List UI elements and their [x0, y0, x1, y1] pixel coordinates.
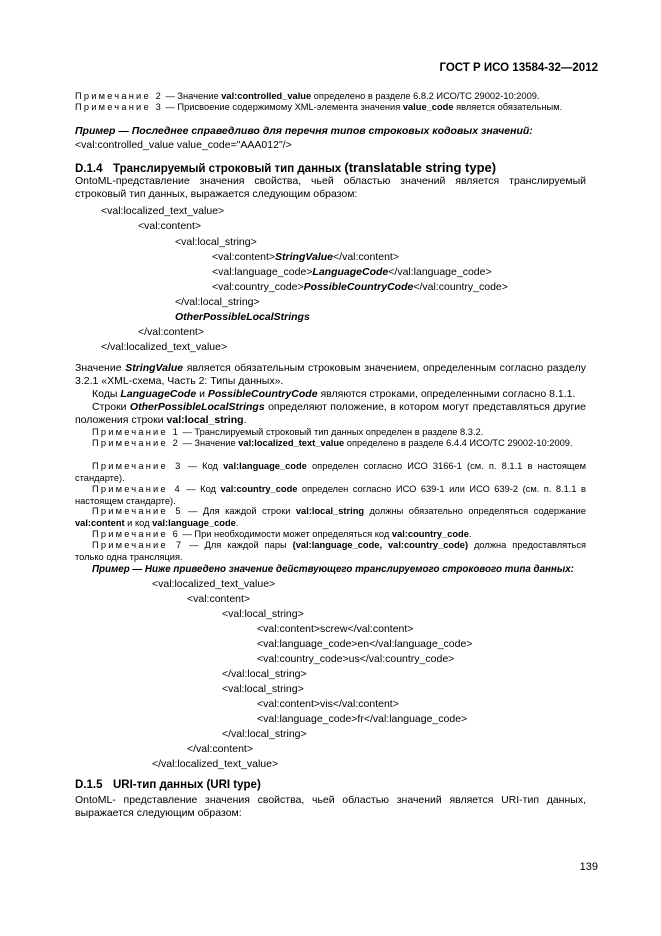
code-line: OtherPossibleLocalStrings [175, 311, 310, 323]
note-2-localized: Примечание 2 — Значение val:localized_text_value определено в разделе 6.4.4 ИСО/ТС 29002-10:2009. [92, 438, 573, 448]
section-d14-intro: OntoML-представление значения свойства, чьей областью значений является транслируемый строковый тип данных, выражается следующим образом: [75, 175, 586, 200]
code-line: <val:content> [187, 593, 251, 605]
example-heading: Пример — Последнее справедливо для перечня типов строковых кодовых значений: [75, 125, 533, 137]
note-5-local-string: Примечание 5 — Для каждой строки val:local_string должны обязательно определяться содержание val:content и код val:language_code. [75, 506, 586, 528]
note-3: Примечание 3 — Присвоение содержимому XML-элемента значения value_code является обязательным. [75, 102, 563, 112]
code-line: <val:localized_text_value> [152, 578, 276, 590]
code-line: <val:local_string> [222, 683, 304, 695]
note-2: Примечание 2 — Значение val:controlled_value определено в разделе 6.8.2 ИСО/ТС 29002-10:2009. [75, 91, 540, 101]
code-line: <val:content>vis</val:content> [257, 698, 399, 710]
code-line: <val:language_code>en</val:language_code> [257, 638, 473, 650]
section-heading-d14: D.1.4 Транслируемый строковый тип данных (translatable string type) [75, 160, 497, 175]
code-line: <val:local_string> [175, 236, 257, 248]
code-line: <val:country_code>us</val:country_code> [257, 653, 455, 665]
code-line: <val:language_code>fr</val:language_code> [257, 713, 468, 725]
code-line: <val:content>screw</val:content> [257, 623, 414, 635]
note-4-country: Примечание 4 — Код val:country_code определен согласно ИСО 639-1 или ИСО 639-2 (см. п. 8.1.1 в настоящем стандарте). [75, 484, 586, 506]
paragraph-codes: Коды LanguageCode и PossibleCountryCode являются строками, определенными согласно 8.1.1. [92, 388, 576, 400]
code-line: </val:local_string> [222, 728, 307, 740]
code-line: </val:local_string> [175, 296, 260, 308]
note-1: Примечание 1 — Транслируемый строковый тип данных определен в разделе 8.3.2. [92, 427, 484, 437]
code-line: <val:localized_text_value> [101, 205, 225, 217]
example-heading-2: Пример — Ниже приведено значение действующего транслируемого строкового типа данных: [92, 564, 574, 575]
code-line: <val:local_string> [222, 608, 304, 620]
code-line: </val:localized_text_value> [101, 341, 228, 353]
code-line: </val:local_string> [222, 668, 307, 680]
code-line: </val:content> [138, 326, 204, 338]
section-heading-d15: D.1.5 URI-тип данных (URI type) [75, 779, 261, 791]
code-line: <val:language_code>LanguageCode</val:language_code> [212, 266, 492, 278]
paragraph-strings: Строки OtherPossibleLocalStrings определяют положение, в котором могут представляться другие положения строки val:local_string. [75, 401, 586, 426]
document-header: ГОСТ Р ИСО 13584-32—2012 [439, 62, 598, 74]
code-line: <val:content> [138, 220, 202, 232]
example-code: <val:controlled_value value_code="AAA012"/> [75, 139, 292, 151]
page-number: 139 [579, 861, 598, 873]
code-line: <val:country_code>PossibleCountryCode</val:country_code> [212, 281, 508, 293]
note-7: Примечание 7 — Для каждой пары (val:language_code, val:country_code) должна предоставляться только одна трансляция. [75, 540, 587, 562]
section-d15-intro: OntoML- представление значения свойства, чьей областью значений является URI-тип данных, выражается следующим образом: [75, 794, 586, 819]
code-line: <val:content>StringValue</val:content> [212, 251, 399, 263]
code-line: </val:content> [187, 743, 253, 755]
code-line: </val:localized_text_value> [152, 758, 279, 770]
note-6: Примечание 6 — При необходимости может определяться код val:country_code. [92, 529, 472, 539]
paragraph-stringvalue: Значение StringValue является обязательным строковым значением, определенным согласно разделу 3.2.1 «XML-схема, Часть 2: Типы данных». [75, 362, 586, 387]
note-3-language: Примечание 3 — Код val:language_code определен согласно ИСО 3166-1 (см. п. 8.1.1 в настоящем стандарте). [75, 461, 586, 483]
